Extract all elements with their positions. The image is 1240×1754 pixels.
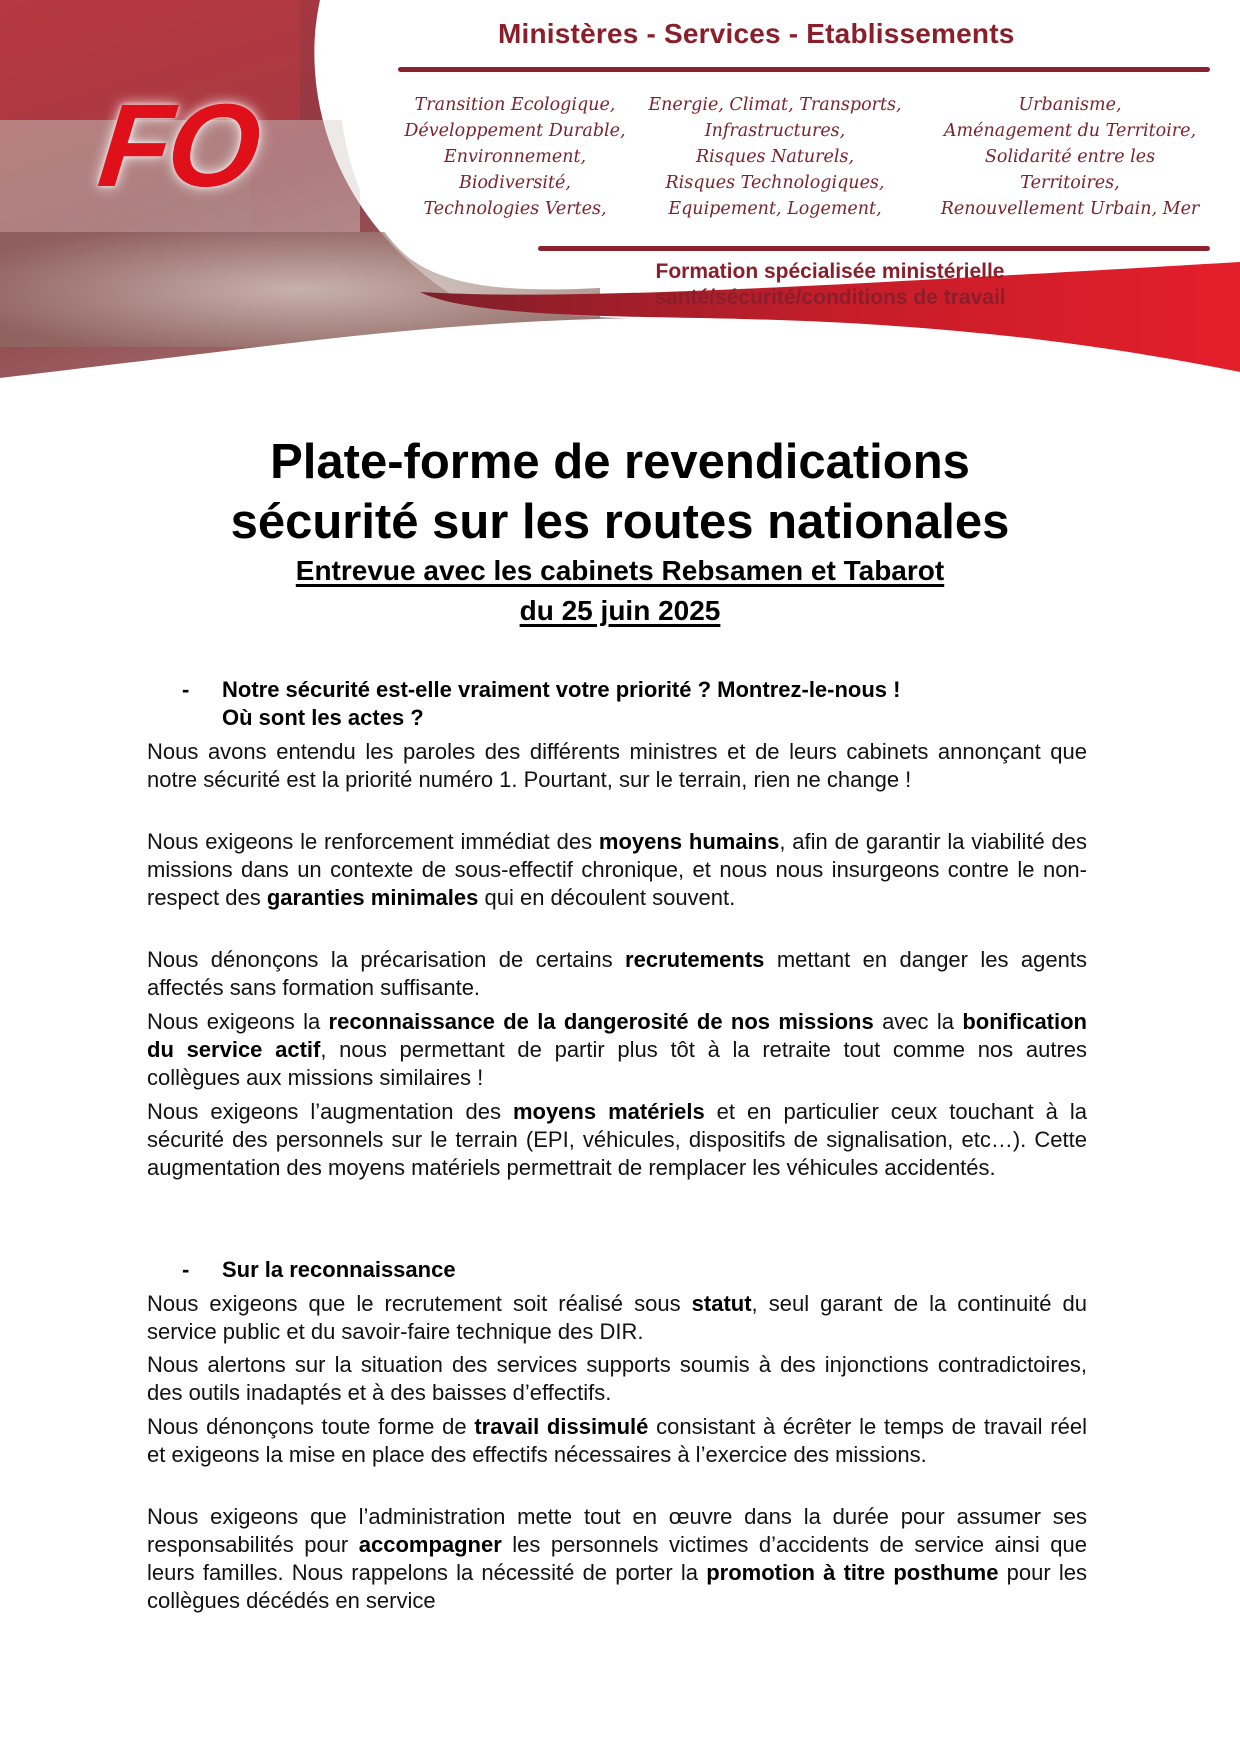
ministry-item: Urbanisme,	[1018, 95, 1122, 115]
document-date: du 25 juin 2025	[519, 595, 721, 626]
ministry-column-2	[640, 92, 910, 222]
paragraph: Nous exigeons la reconnaissance de la dangerosité de nos missions avec la bonification du service actif, nous permettant de partir plus tôt à la retraite tout comme nos autres collègues aux missions similaires !	[147, 1009, 1088, 1090]
ministry-item: Transition Ecologique,	[414, 95, 616, 115]
banner-divider	[538, 246, 1210, 251]
emphasis: bonification du service actif	[147, 1009, 1087, 1062]
paragraph: Nous avons entendu les paroles des différents ministres et de leurs cabinets annonçant que notre sécurité est la priorité numéro 1. Pourtant, sur le terrain, rien ne change !	[147, 739, 1087, 792]
portrait-photo	[250, 120, 360, 232]
ministry-item: Risques Technologiques,	[665, 173, 885, 193]
ministry-item: Aménagement du Territoire,	[943, 121, 1197, 141]
section-heading-line: Notre sécurité est-elle vraiment votre priorité ? Montrez-le-nous !	[222, 677, 901, 702]
emphasis: statut	[691, 1291, 752, 1316]
paragraph: Nous exigeons que l’administration mette tout en œuvre dans la durée pour assumer ses responsabilités pour accompagner les personnels victimes d’accidents de service ainsi que leurs familles. Nous rappelons la nécessité de porter la promotion à titre posthume pour les collègues décédés en service	[147, 1504, 1088, 1613]
paragraph: Nous exigeons le renforcement immédiat des moyens humains, afin de garantir la viabilité des missions dans un contexte de sous-effectif chronique, et nous nous insurgeons contre le non-respect des garanties minimales qui en découlent souvent.	[147, 829, 1087, 910]
ministry-column-3	[920, 92, 1220, 222]
document-subtitle: Entrevue avec les cabinets Rebsamen et Tabarot	[295, 555, 945, 586]
document-title-line: Plate-forme de revendications	[270, 435, 970, 489]
emphasis: garanties minimales	[266, 885, 479, 910]
header-banner	[0, 0, 1240, 400]
formation-line: santé/sécurité/conditions de travail	[654, 286, 1006, 309]
ministry-item: Solidarité entre les	[984, 147, 1156, 167]
paragraph: Nous exigeons l’augmentation des moyens matériels et en particulier ceux touchant à la sécurité des personnels sur le terrain (EPI, véhicules, dispositifs de signalisation, etc…). Cette augmentation des moyens matériels permettrait de remplacer les véhicules accidentés.	[147, 1099, 1087, 1180]
emphasis: moyens matériels	[512, 1099, 705, 1124]
bullet-dash: -	[182, 1257, 190, 1282]
paragraph: Nous exigeons que le recrutement soit réalisé sous statut, seul garant de la continuité du service public et du savoir-faire technique des DIR.	[147, 1291, 1088, 1344]
ministry-item: Environnement,	[443, 147, 587, 167]
banner-divider	[398, 67, 1210, 72]
ministry-column-1	[395, 92, 635, 222]
ministry-item: Territoires,	[1020, 173, 1120, 193]
emphasis: recrutements	[625, 947, 765, 972]
ministry-item: Energie, Climat, Transports,	[648, 95, 902, 115]
emphasis: travail dissimulé	[474, 1414, 649, 1439]
banner-title: Ministères - Services - Etablissements	[498, 18, 1015, 49]
ministry-item: Biodiversité,	[459, 173, 571, 193]
ministry-item: Développement Durable,	[404, 121, 626, 141]
ministry-item: Technologies Vertes,	[423, 199, 607, 219]
document-title	[0, 432, 1240, 552]
emphasis: promotion à titre posthume	[706, 1560, 999, 1585]
section-heading-line: Sur la reconnaissance	[222, 1257, 456, 1282]
formation-line: Formation spécialisée ministérielle	[655, 260, 1005, 283]
paragraph: Nous dénonçons la précarisation de certains recrutements mettant en danger les agents affectés sans formation suffisante.	[147, 947, 1087, 1000]
bullet-dash: -	[182, 677, 190, 702]
section-heading-line: Où sont les actes ?	[222, 705, 424, 730]
emphasis: accompagner	[358, 1532, 502, 1557]
document-title-line: sécurité sur les routes nationales	[230, 495, 1010, 549]
ministry-item: Infrastructures,	[704, 121, 846, 141]
emphasis: moyens humains	[598, 829, 780, 854]
paragraph: Nous alertons sur la situation des services supports soumis à des injonctions contradictoires, des outils inadaptés et à des baisses d’effectifs.	[147, 1352, 1087, 1405]
fo-logo: FO	[93, 80, 263, 212]
ministry-item: Risques Naturels,	[695, 147, 855, 167]
emphasis: reconnaissance de la dangerosité de nos missions	[328, 1009, 874, 1034]
formation-label	[600, 259, 1060, 311]
paragraph: Nous dénonçons toute forme de travail dissimulé consistant à écrêter le temps de travail réel et exigeons la mise en place des effectifs nécessaires à l’exercice des missions.	[147, 1414, 1087, 1467]
ministry-item: Equipement, Logement,	[668, 199, 882, 219]
ministry-item: Renouvellement Urbain, Mer	[940, 199, 1200, 219]
